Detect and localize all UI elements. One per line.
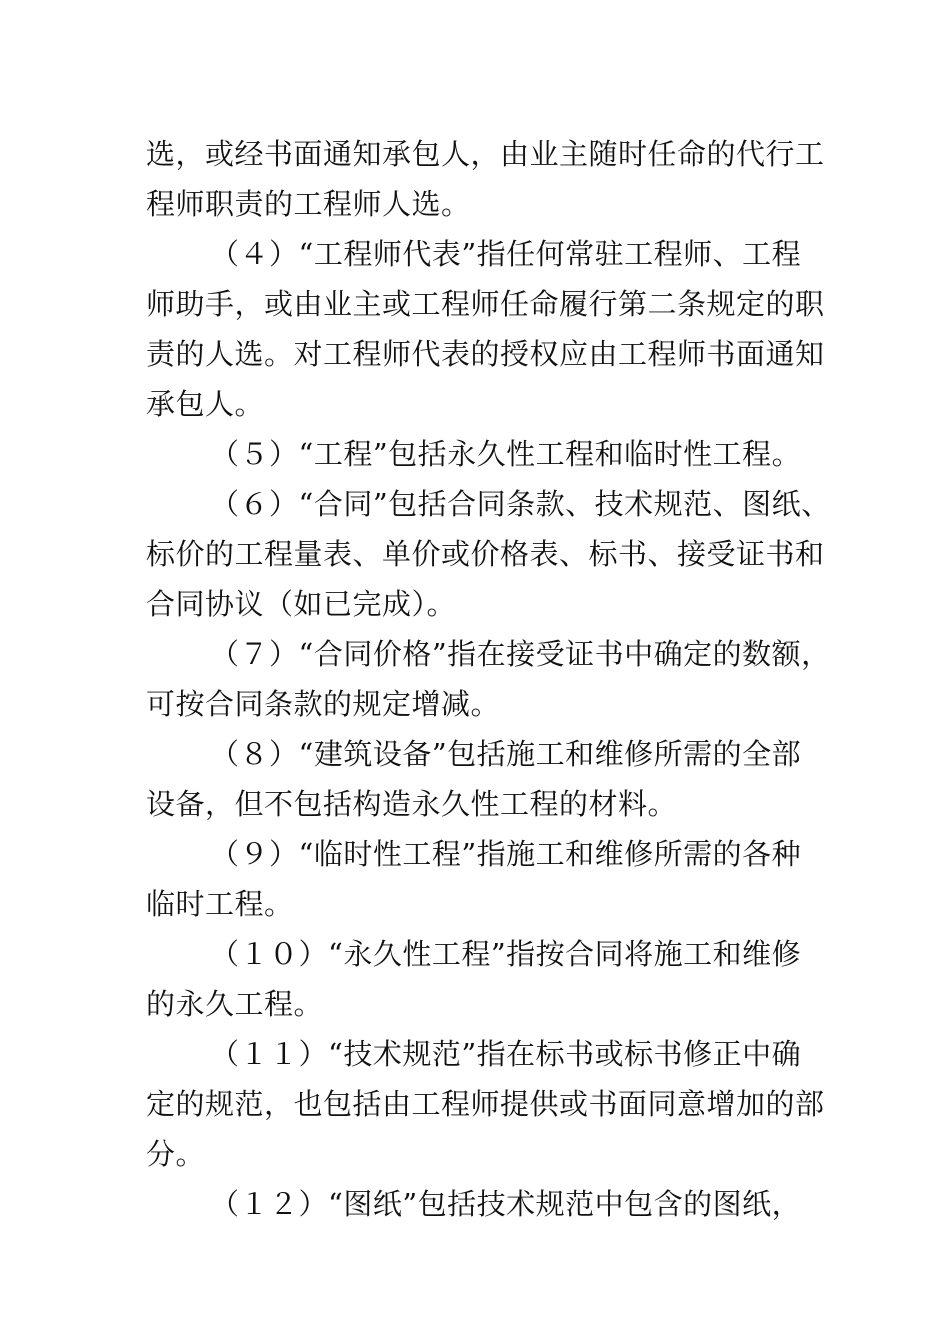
clause-6-line: （６）“合同”包括合同条款、技术规范、图纸、: [210, 487, 831, 521]
text-line: 标价的工程量表、单价或价格表、标书、接受证书和: [146, 537, 825, 571]
text-line: 选，或经书面通知承包人，由业主随时任命的代行工: [146, 137, 825, 171]
text-line: 合同协议（如已完成）。: [146, 587, 457, 621]
clause-5-line: （５）“工程”包括永久性工程和临时性工程。: [210, 437, 802, 471]
text-line: 设备，但不包括构造永久性工程的材料。: [146, 787, 678, 821]
clause-12-line: （１２）“图纸”包括技术规范中包含的图纸，: [210, 1187, 802, 1221]
clause-11-line: （１１）“技术规范”指在标书或标书修正中确: [210, 1037, 802, 1071]
text-line: 定的规范，也包括由工程师提供或书面同意增加的部: [146, 1087, 825, 1121]
document-body: [146, 129, 831, 1229]
text-line: 临时工程。: [146, 887, 294, 921]
clause-7-line: （７）“合同价格”指在接受证书中确定的数额，: [210, 637, 831, 671]
clause-10-line: （１０）“永久性工程”指按合同将施工和维修: [210, 937, 802, 971]
text-line: 责的人选。对工程师代表的授权应由工程师书面通知: [146, 337, 825, 371]
text-line: 师助手，或由业主或工程师任命履行第二条规定的职: [146, 287, 825, 321]
text-line: 程师职责的工程师人选。: [146, 187, 471, 221]
text-line: 承包人。: [146, 387, 265, 421]
clause-4-line: （４）“工程师代表”指任何常驻工程师、工程: [210, 237, 802, 271]
clause-8-line: （８）“建筑设备”包括施工和维修所需的全部: [210, 737, 802, 771]
clause-9-line: （９）“临时性工程”指施工和维修所需的各种: [210, 837, 802, 871]
text-line: 可按合同条款的规定增减。: [146, 687, 501, 721]
text-line: 分。: [146, 1137, 206, 1171]
text-line: 的永久工程。: [146, 987, 324, 1021]
